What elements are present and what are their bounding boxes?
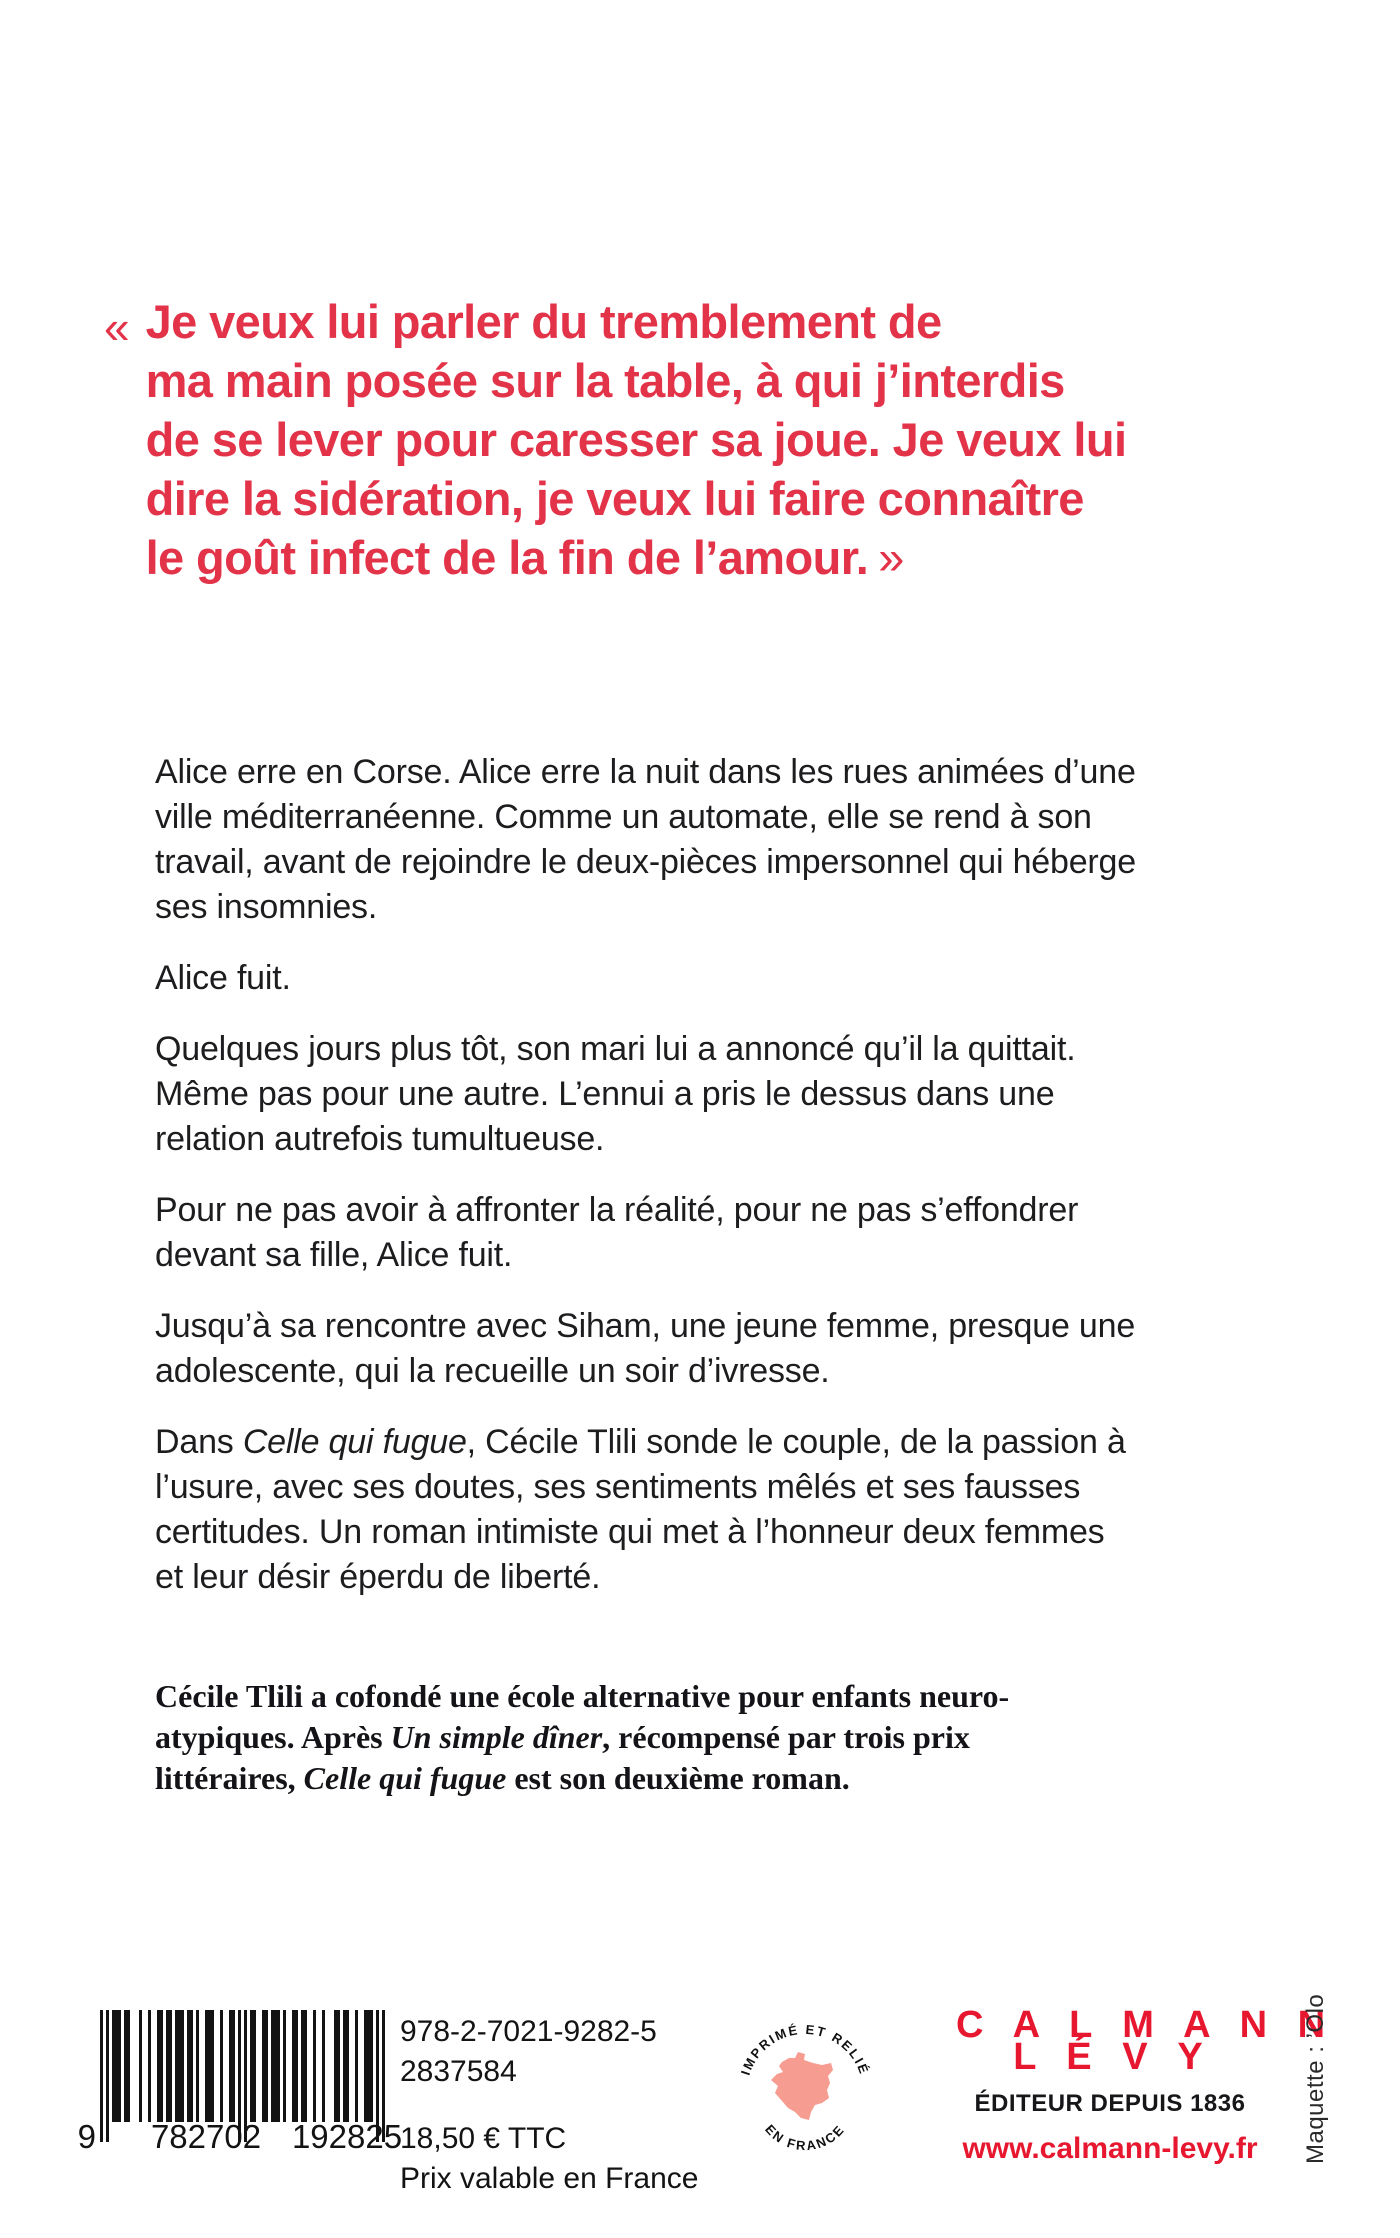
synopsis	[155, 750, 1140, 1626]
book-title-italic: Un simple dîner	[390, 1719, 603, 1755]
synopsis-paragraph: Pour ne pas avoir à affronter la réalité, pour ne pas s’effondrer devant sa fille, Alice fuit.	[155, 1191, 1079, 1274]
quote-line: de se lever pour caresser sa joue. Je veux lui	[145, 413, 1127, 466]
price: 18,50 € TTC	[400, 2122, 567, 2155]
bio-text: est son deuxième roman.	[506, 1760, 850, 1796]
price-note: Prix valable en France	[400, 2162, 699, 2195]
book-title-italic: Celle qui fugue	[303, 1760, 507, 1796]
quote-line-text: le goût infect de la fin de l’amour.	[145, 531, 869, 584]
france-map-icon	[771, 2052, 833, 2120]
synopsis-paragraph: Quelques jours plus tôt, son mari lui a annoncé qu’il la quittait. Même pas pour une autre. L’ennui a pris le dessus dans une relation autrefois tumultueuse.	[155, 1030, 1076, 1158]
quote-line: dire la sidération, je veux lui faire connaître	[145, 472, 1084, 525]
quote-line: ma main posée sur la table, à qui j’interdis	[145, 354, 1065, 407]
synopsis-paragraph: Jusqu’à sa rencontre avec Siham, une jeune femme, presque une adolescente, qui la recueille un soir d’ivresse.	[155, 1307, 1136, 1390]
pull-quote-lines	[146, 292, 1127, 587]
barcode	[66, 2010, 406, 2162]
bio-text: , récompensé par trois prix littéraires,	[155, 1719, 970, 1796]
quote-line	[146, 528, 1127, 587]
made-in-france-stamp	[725, 2008, 885, 2168]
isbn-number: 978-2-7021-9282-5	[400, 2015, 657, 2048]
open-guillemet-mark: «	[104, 301, 130, 353]
synopsis-text: , Cécile Tlili sonde le couple, de la passion à l’usure, avec ses doutes, ses sentiments mêlés et ses fausses certitudes. Un roman intimiste qui met à l’honneur deux femmes et leur désir éperdu de liberté.	[155, 1423, 1126, 1596]
stamp-arc-top-text: IMPRIMÉ ET RELIÉ	[737, 2021, 873, 2078]
publisher-logo-line2: L É V Y	[1013, 2036, 1213, 2078]
print-info	[400, 2012, 698, 2199]
svg-text:EN FRANCE	[762, 2122, 848, 2154]
synopsis-text: Dans	[155, 1423, 243, 1461]
bio-text: Cécile Tlili a cofondé une école alternative pour enfants neuro-atypiques. Après	[155, 1678, 1010, 1755]
barcode-digit-left: 9	[77, 2118, 96, 2155]
stamp-arc-bottom-text: EN FRANCE	[762, 2121, 848, 2154]
publisher-logo-line1: C A L M A N N	[956, 2004, 1336, 2046]
author-bio-paragraph	[155, 1676, 1095, 1799]
reference-number: 2837584	[400, 2055, 517, 2088]
quote-line: Je veux lui parler du tremblement de	[145, 295, 942, 348]
synopsis-paragraph: Alice erre en Corse. Alice erre la nuit dans les rues animées d’une ville méditerranéenne. Comme un automate, elle se rend à son travail, avant de rejoindre le deux-pièces impersonnel qui héberge ses insomnies.	[155, 753, 1136, 926]
close-guillemet-mark: »	[878, 531, 904, 584]
book-title-italic: Celle qui fugue	[242, 1423, 467, 1461]
barcode-digits-group1: 782702	[150, 2118, 262, 2155]
author-bio	[155, 1676, 1095, 1799]
pull-quote	[104, 292, 1126, 587]
synopsis-paragraph: Alice fuit.	[155, 959, 291, 997]
synopsis-paragraph	[155, 1420, 1140, 1600]
publisher-website: www.calmann-levy.fr	[962, 2132, 1258, 2165]
publisher-tagline: ÉDITEUR DEPUIS 1836	[974, 2090, 1246, 2117]
barcode-digits-group2: 192825	[291, 2118, 403, 2155]
design-credit: Maquette : ’Olo	[1302, 1993, 1329, 2164]
